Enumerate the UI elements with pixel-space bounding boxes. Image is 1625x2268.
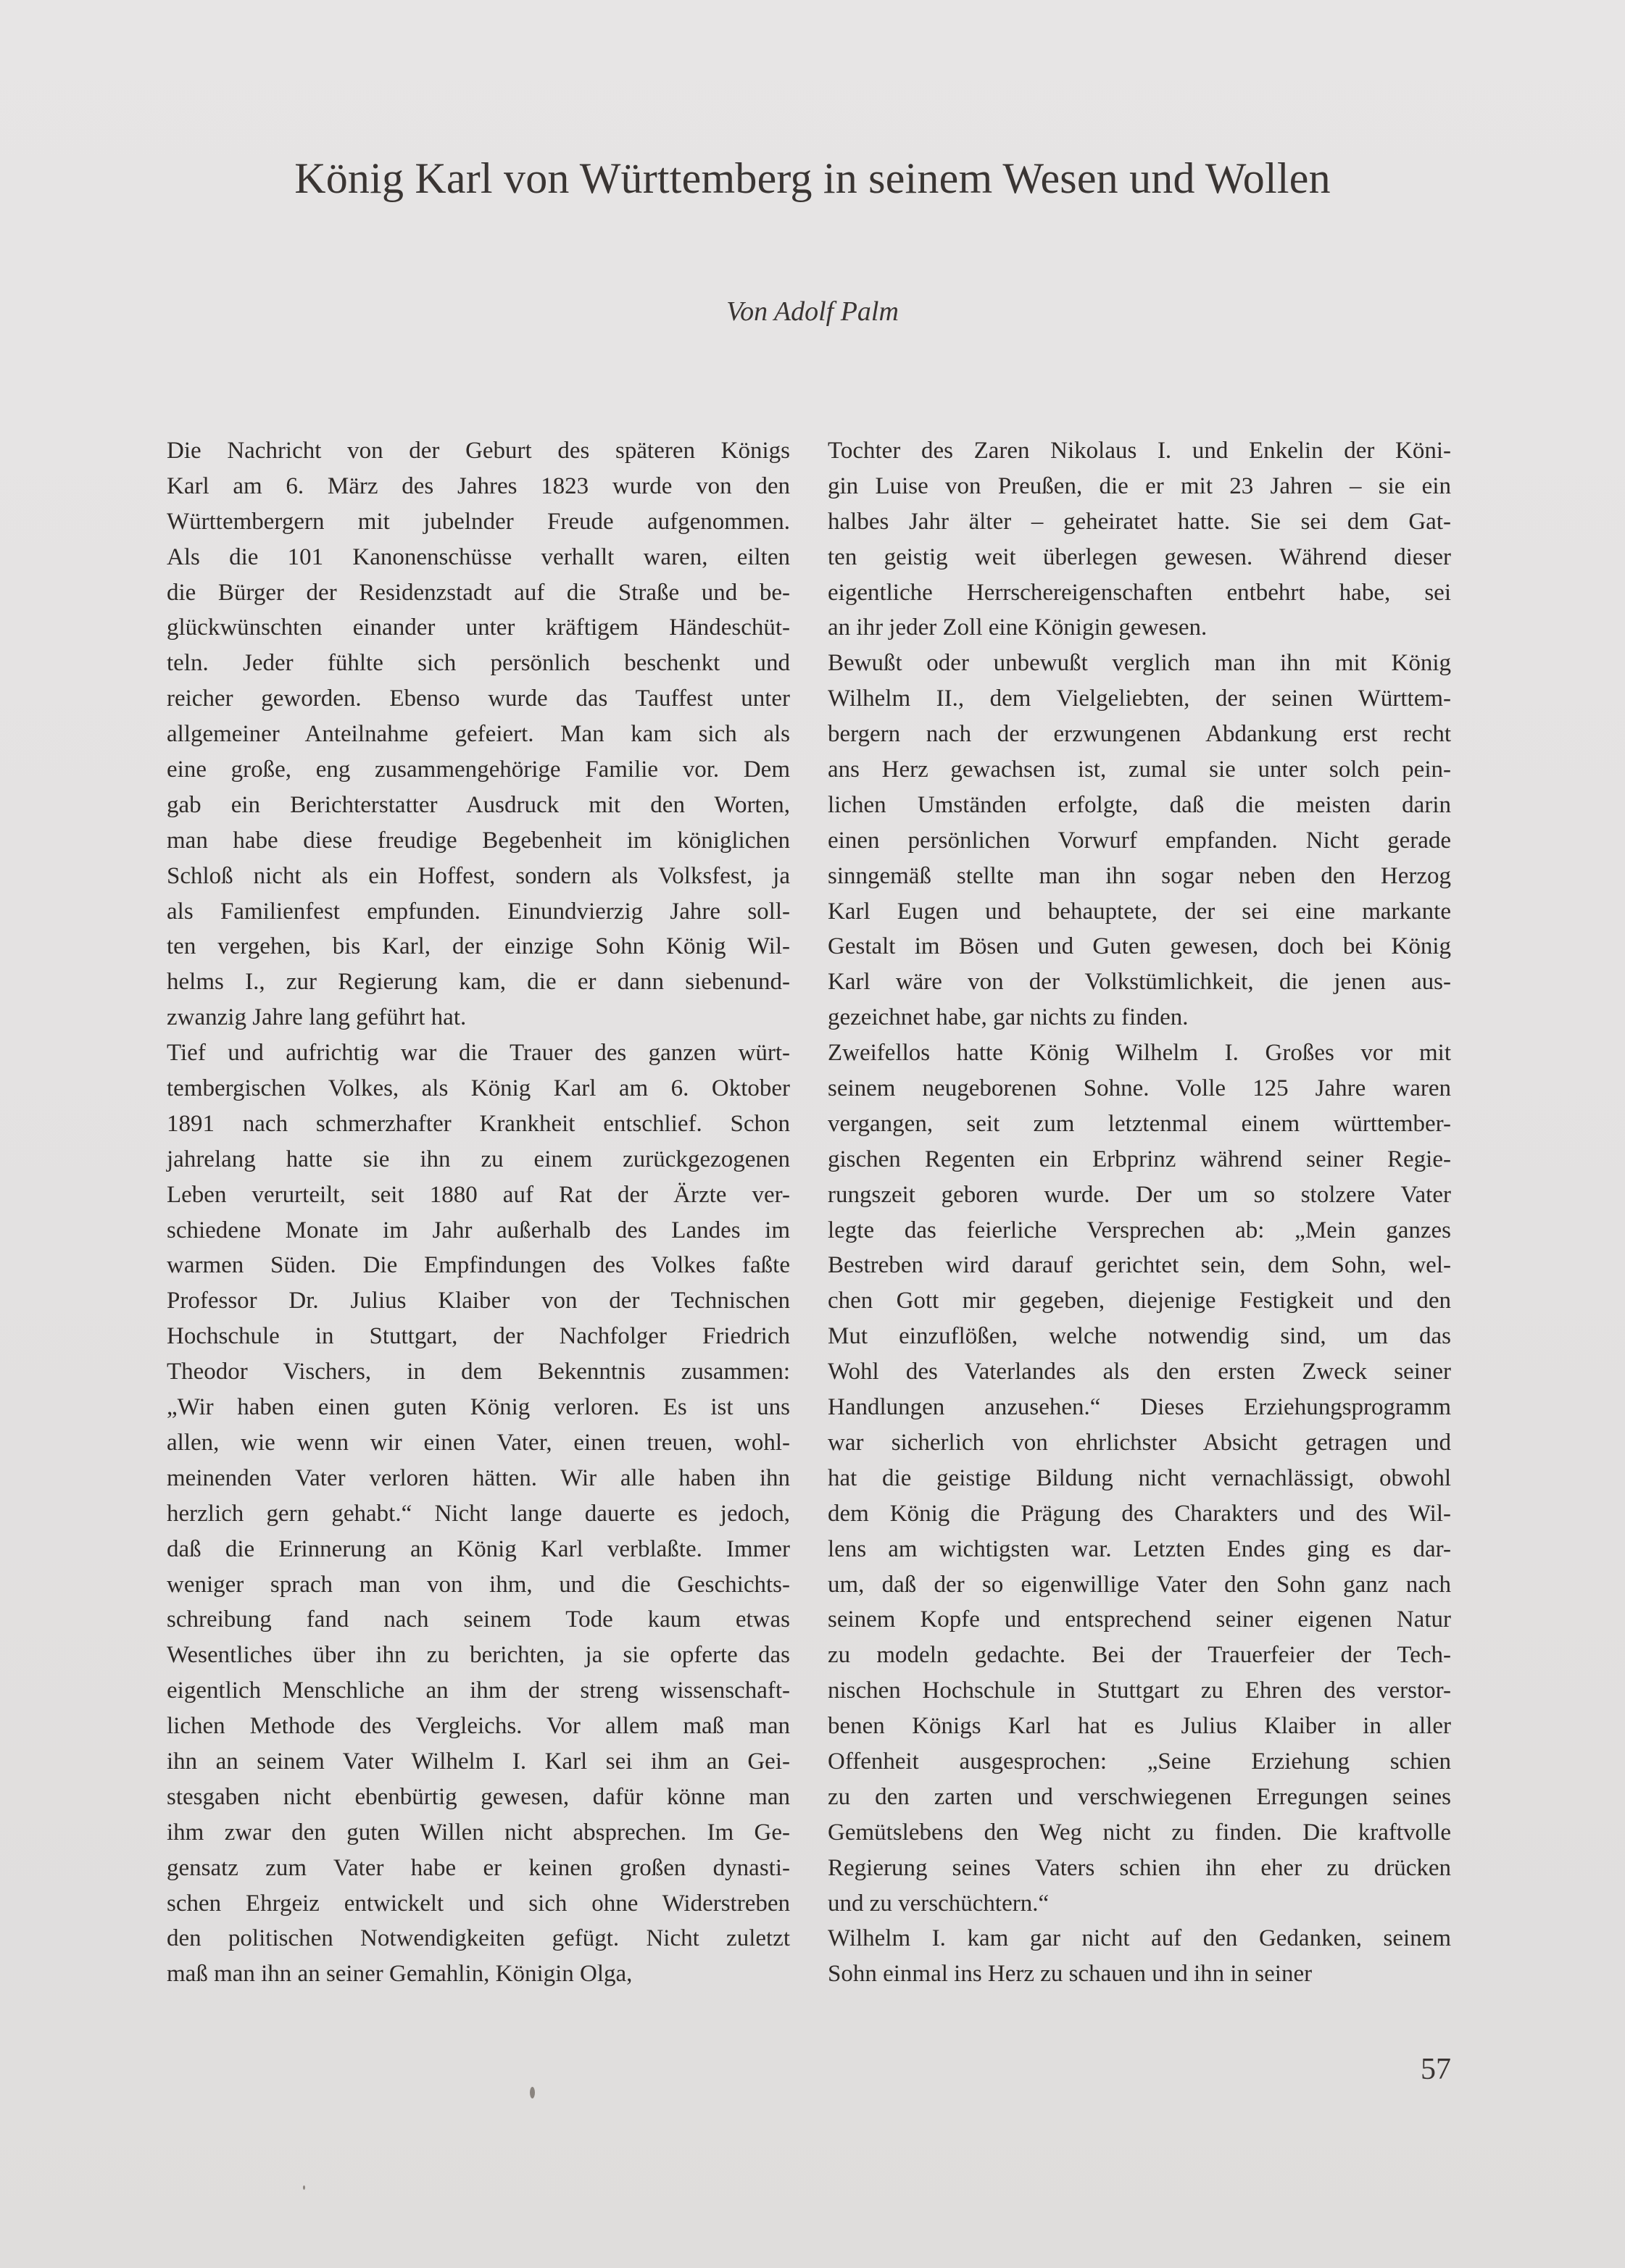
text-line: weniger sprach man von ihm, und die Geschichts- [167,1571,790,1598]
text-line: Offenheit ausgesprochen: „Seine Erziehung schien [828,1748,1451,1775]
text-line: Tochter des Zaren Nikolaus I. und Enkelin der Köni- [828,438,1451,464]
text-line: Tief und aufrichtig war die Trauer des ganzen würt- [167,1040,790,1067]
text-line: man habe diese freudige Begebenheit im königlichen [167,827,790,854]
text-line: eigentliche Herrschereigenschaften entbehrt habe, sei [828,579,1451,606]
text-line: gab ein Berichterstatter Ausdruck mit den Worten, [167,791,790,818]
text-line: Als die 101 Kanonenschüsse verhallt waren, eilten [167,543,790,570]
text-line: an ihr jeder Zoll eine Königin gewesen. [828,614,1208,641]
article-title: König Karl von Württemberg in seinem Wesen und Wollen [294,154,1331,202]
paper-speck [303,2185,305,2190]
text-line: halbes Jahr älter – geheiratet hatte. Sie sei dem Gat- [828,508,1451,535]
text-line: meinenden Vater verloren hätten. Wir alle haben ihn [167,1464,790,1491]
text-line: Handlungen anzusehen.“ Dieses Erziehungsprogramm [828,1394,1451,1421]
text-line: vergangen, seit zum letztenmal einem württember- [828,1110,1451,1137]
text-line: helms I., zur Regierung kam, die er dann siebenund- [167,969,790,996]
text-line: zwanzig Jahre lang geführt hat. [167,1004,467,1031]
text-line: gin Luise von Preußen, die er mit 23 Jahren – sie ein [828,472,1451,499]
text-line: gensatz zum Vater habe er keinen großen dynasti- [167,1854,790,1881]
text-line: Württembergern mit jubelnder Freude aufgenommen. [167,508,790,535]
text-line: tembergischen Volkes, als König Karl am 6. Oktober [167,1075,790,1102]
text-line: lens am wichtigsten war. Letzten Endes ging es dar- [828,1535,1451,1562]
text-line: Schloß nicht als ein Hoffest, sondern als Volksfest, ja [167,862,790,889]
text-line: eine große, eng zusammengehörige Familie vor. Dem [167,756,790,783]
text-line: ihm zwar den guten Willen nicht absprechen. Im Ge- [167,1819,790,1846]
paper-speck [530,2087,535,2098]
text-line: sinngemäß stellte man ihn sogar neben den Herzog [828,862,1451,889]
text-line: einen persönlichen Vorwurf empfanden. Nicht gerade [828,827,1451,854]
text-line: dem König die Prägung des Charakters und des Wil- [828,1500,1451,1527]
text-line: Regierung seines Vaters schien ihn eher zu drücken [828,1854,1451,1881]
text-line: Bestreben wird darauf gerichtet sein, dem Sohn, wel- [828,1252,1451,1279]
text-line: eigentlich Menschliche an ihm der streng wissenschaft- [167,1677,790,1704]
text-line: lichen Umständen erfolgte, daß die meisten darin [828,791,1451,818]
text-line: Theodor Vischers, in dem Bekenntnis zusammen: [167,1359,790,1385]
text-line: glückwünschten einander unter kräftigem Händeschüt- [167,614,790,641]
text-line: nischen Hochschule in Stuttgart zu Ehren des verstor- [828,1677,1451,1704]
text-line: den politischen Notwendigkeiten gefügt. Nicht zuletzt [167,1925,790,1952]
text-line: stesgaben nicht ebenbürtig gewesen, dafür könne man [167,1783,790,1810]
text-line: reicher geworden. Ebenso wurde das Tauffest unter [167,685,790,712]
text-line: chen Gott mir gegeben, diejenige Festigkeit und den [828,1288,1451,1314]
text-line: legte das feierliche Versprechen ab: „Mein ganzes [828,1217,1451,1243]
text-line: Karl am 6. März des Jahres 1823 wurde von den [167,472,790,499]
text-line: ten vergehen, bis Karl, der einzige Sohn König Wil- [167,933,790,960]
text-line: Gestalt im Bösen und Guten gewesen, doch bei König [828,933,1451,960]
text-line: zu den zarten und verschwiegenen Erregungen seines [828,1783,1451,1810]
text-line: maß man ihn an seiner Gemahlin, Königin Olga, [167,1961,633,1988]
text-line: um, daß der so eigenwillige Vater den Sohn ganz nach [828,1571,1451,1598]
text-line: lichen Methode des Vergleichs. Vor allem maß man [167,1713,790,1740]
text-line: hat die geistige Bildung nicht vernachlässigt, obwohl [828,1464,1451,1491]
text-line: ihn an seinem Vater Wilhelm I. Karl sei ihm an Gei- [167,1748,790,1775]
text-line: Karl Eugen und behauptete, der sei eine markante [828,898,1451,925]
text-line: Zweifellos hatte König Wilhelm I. Großes vor mit [828,1040,1451,1067]
text-line: rungszeit geboren wurde. Der um so stolzere Vater [828,1181,1451,1208]
text-line: allen, wie wenn wir einen Vater, einen treuen, wohl- [167,1429,790,1456]
text-line: Karl wäre von der Volkstümlichkeit, die jenen aus- [828,969,1451,996]
text-line: Hochschule in Stuttgart, der Nachfolger Friedrich [167,1323,790,1350]
text-line: Wesentliches über ihn zu berichten, ja sie opferte das [167,1642,790,1669]
text-column-left [167,433,790,1992]
text-line: Leben verurteilt, seit 1880 auf Rat der Ärzte ver- [167,1181,790,1208]
text-line: benen Königs Karl hat es Julius Klaiber in aller [828,1713,1451,1740]
text-line: herzlich gern gehabt.“ Nicht lange dauerte es jedoch, [167,1500,790,1527]
text-line: Gemütslebens den Weg nicht zu finden. Die kraftvolle [828,1819,1451,1846]
text-line: allgemeiner Anteilnahme gefeiert. Man kam sich als [167,721,790,748]
text-line: jahrelang hatte sie ihn zu einem zurückgezogenen [167,1146,790,1172]
text-line: zu modeln gedachte. Bei der Trauerfeier der Tech- [828,1642,1451,1669]
text-line: bergern nach der erzwungenen Abdankung erst recht [828,721,1451,748]
text-line: daß die Erinnerung an König Karl verblaßte. Immer [167,1535,790,1562]
text-line: ans Herz gewachsen ist, zumal sie unter solch pein- [828,756,1451,783]
text-line: Mut einzuflößen, welche notwendig sind, um das [828,1323,1451,1350]
text-line: gezeichnet habe, gar nichts zu finden. [828,1004,1189,1031]
text-line: war sicherlich von ehrlichster Absicht getragen und [828,1429,1451,1456]
text-line: seinem neugeborenen Sohne. Volle 125 Jahre waren [828,1075,1451,1102]
text-line: die Bürger der Residenzstadt auf die Straße und be- [167,579,790,606]
text-line: seinem Kopfe und entsprechend seiner eigenen Natur [828,1606,1451,1633]
text-line: warmen Süden. Die Empfindungen des Volkes faßte [167,1252,790,1279]
page-number: 57 [1421,2053,1451,2086]
text-line: als Familienfest empfunden. Einundvierzig Jahre soll- [167,898,790,925]
text-line: schreibung fand nach seinem Tode kaum etwas [167,1606,790,1633]
text-line: Sohn einmal ins Herz zu schauen und ihn in seiner [828,1961,1313,1988]
text-line: „Wir haben einen guten König verloren. Es ist uns [167,1394,790,1421]
text-line: 1891 nach schmerzhafter Krankheit entschlief. Schon [167,1110,790,1137]
text-line: teln. Jeder fühlte sich persönlich beschenkt und [167,650,790,677]
text-line: schiedene Monate im Jahr außerhalb des Landes im [167,1217,790,1243]
text-line: Bewußt oder unbewußt verglich man ihn mit König [828,650,1451,677]
text-line: gischen Regenten ein Erbprinz während seiner Regie- [828,1146,1451,1172]
text-line: Wilhelm I. kam gar nicht auf den Gedanken, seinem [828,1925,1451,1952]
text-column-right [828,433,1451,1992]
article-byline: Von Adolf Palm [726,296,899,327]
text-line: Professor Dr. Julius Klaiber von der Technischen [167,1288,790,1314]
text-line: Wilhelm II., dem Vielgeliebten, der seinen Württem- [828,685,1451,712]
text-line: und zu verschüchtern.“ [828,1890,1050,1917]
text-line: Wohl des Vaterlandes als den ersten Zweck seiner [828,1359,1451,1385]
text-line: Die Nachricht von der Geburt des späteren Königs [167,438,790,464]
text-line: schen Ehrgeiz entwickelt und sich ohne Widerstreben [167,1890,790,1917]
text-line: ten geistig weit überlegen gewesen. Während dieser [828,543,1451,570]
